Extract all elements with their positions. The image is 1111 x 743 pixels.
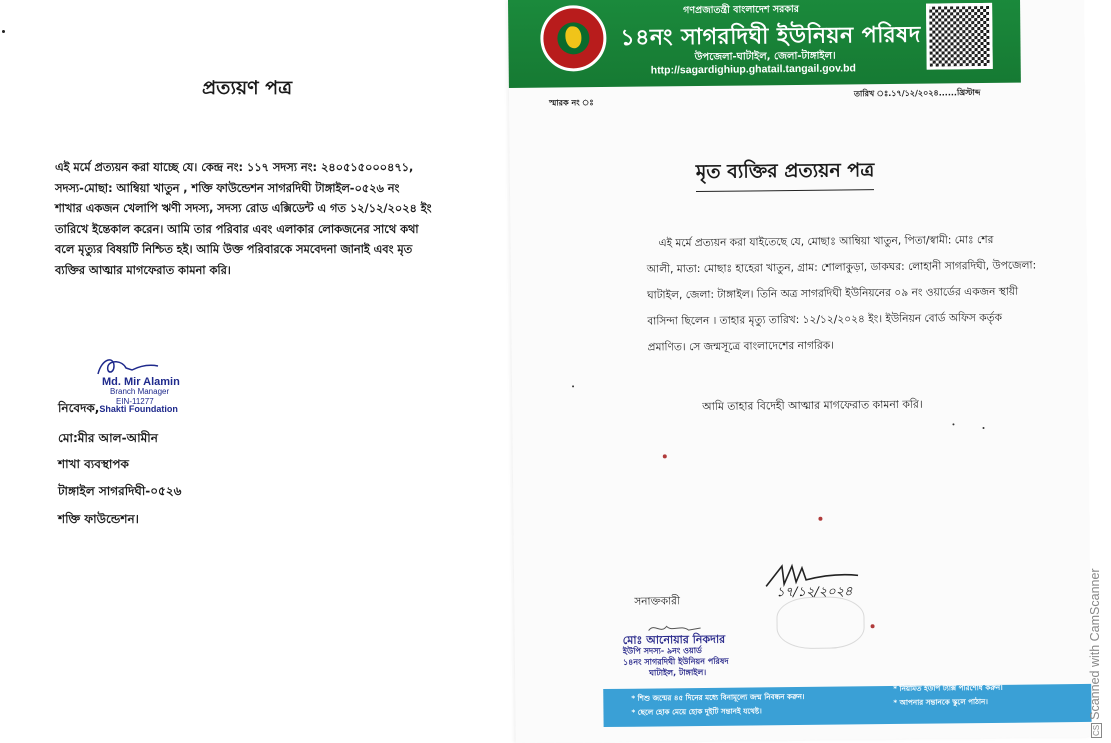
union-address: উপজেলা-ঘাটাইল, জেলা-টাঙ্গাইল। bbox=[694, 50, 836, 64]
qr-code-icon bbox=[926, 3, 993, 70]
body-line: এই মর্মে প্রত্যয়ন করা যাইতেছে যে, মোছাঃ আম্বিয়া খাতুন, পিতা/স্বামী: মোঃ শের bbox=[658, 233, 994, 250]
body-line: ব্যক্তির আত্মার মাগফেরাত কামনা করি। bbox=[55, 263, 231, 277]
speck bbox=[663, 454, 667, 458]
union-parishad-certificate bbox=[508, 0, 1092, 743]
certificate-body bbox=[646, 226, 1047, 360]
applicant-text: নিবেদক, bbox=[58, 401, 100, 415]
certificate-body bbox=[55, 158, 470, 281]
signature-date: ১৭/১২/২০২৪ bbox=[776, 584, 853, 601]
government-name: গণপ্রজাতন্ত্রী বাংলাদেশ সরকার bbox=[683, 3, 800, 17]
union-name: ১৪নং সাগরদিঘী ইউনিয়ন পরিষদ bbox=[620, 22, 921, 51]
body-line: ঘাটাইল, জেলা: টাঙ্গাইল। তিনি অত্র সাগরদিঘী ইউনিয়নের ০৯ নং ওয়ার্ডের একজন স্থায়ী bbox=[647, 285, 1019, 302]
identifier-label: সনাক্তকারী bbox=[634, 595, 680, 608]
body-line: সদস্য-মোছা: আম্বিয়া খাতুন , শক্তি ফাউন্ডেশন সাগরদিঘী টাঙ্গাইল-০৫২৬ নং bbox=[55, 181, 400, 195]
stamp-name: Md. Mir Alamin bbox=[102, 376, 180, 388]
signer-name: মো:মীর আল-আমীন bbox=[58, 431, 158, 445]
letterhead bbox=[508, 0, 1021, 88]
stamp-ein: EIN-11277 bbox=[116, 397, 154, 406]
footer-note: * আপনার সন্তানকে স্কুলে পাঠান। bbox=[893, 697, 988, 708]
footer-note: * শিশু জন্মের ৪৫ দিনের মধ্যে বিনামূল্যে জন্ম নিবন্ধন করুন। bbox=[631, 691, 805, 703]
speck bbox=[982, 427, 984, 429]
footer-banner bbox=[603, 684, 1091, 727]
stamp-org: Shakti Foundation bbox=[99, 404, 178, 414]
website-url: http://sagardighiup.ghatail.tangail.gov.bd bbox=[650, 62, 856, 77]
government-emblem-icon bbox=[540, 5, 607, 72]
member-stamp bbox=[623, 634, 729, 679]
stamp-role: Branch Manager bbox=[110, 387, 170, 396]
applicant-label bbox=[58, 400, 178, 420]
member-location: ঘাটাইল, টাঙ্গাইল। bbox=[649, 667, 707, 678]
certificate-title: মৃত ব্যক্তির প্রত্যয়ন পত্র bbox=[696, 156, 875, 192]
body-line: তারিখে ইন্তেকাল করেন। আমি তার পরিবার এবং এলাকার লোকজনের সাথে কথা bbox=[55, 222, 419, 236]
watermark-text: Scanned with CamScanner bbox=[1088, 568, 1102, 720]
shakti-certificate bbox=[0, 0, 520, 743]
issue-date: তারিখ ঃ.১৭/১২/২০২৪......খ্রিস্টাব্দ bbox=[853, 88, 981, 99]
body-line: এই মর্মে প্রত্যয়ন করা যাচ্ছে যে। কেন্দ্র নং: ১১৭ সদস্য নং: ২৪০৫১৫০০০৪৭১, bbox=[55, 161, 414, 174]
member-union: ১৪নং সাগরদিঘী ইউনিয়ন পরিষদ bbox=[622, 656, 729, 667]
member-name: মোঃ আনোয়ার নিকদার bbox=[622, 632, 726, 647]
body-line: প্রমাণিত। সে জন্মসূত্রে বাংলাদেশের নাগরিক। bbox=[647, 339, 835, 354]
speck bbox=[871, 624, 875, 628]
body-line: আলী, মাতা: মোছাঃ হাহেরা খাতুন, গ্রাম: শোলাকুড়া, ডাকঘর: লোহানী সাগরদিঘী, উপজেলা: bbox=[646, 259, 1037, 276]
speck bbox=[2, 30, 5, 33]
body-line: বলে মৃত্যুর বিষয়টি নিশ্চিত হই। আমি উক্ত পরিবারকে সমবেদনা জানাই এবং মৃত bbox=[55, 243, 413, 256]
signer-role: শাখা ব্যবস্থাপক bbox=[58, 457, 129, 471]
body-line: বাসিন্দা ছিলেন । তাহার মৃত্যু তারিখ: ১২/১২/২০২৪ ইং। ইউনিয়ন বোর্ড অফিস কর্তৃক bbox=[647, 311, 1003, 328]
memo-number: স্মারক নং ঃ bbox=[549, 98, 594, 108]
camscanner-logo-icon: CS bbox=[1092, 724, 1101, 736]
speck bbox=[952, 423, 954, 425]
speck bbox=[572, 385, 574, 387]
body-line: শাখার একজন খেলাপি ঋণী সদস্য, সদস্য রোড এক্সিডেন্ট এ গত ১২/১২/২০২৪ ইং bbox=[55, 202, 432, 215]
scanner-watermark bbox=[1088, 568, 1102, 738]
footer-note: * নিয়মিত ইউপি ট্যাক্স পরিশোধ করুন। bbox=[893, 682, 1003, 694]
signer-branch: টাঙ্গাইল সাগরদিঘী-০৫২৬ bbox=[58, 484, 182, 498]
speck bbox=[818, 517, 822, 521]
prayer-line: আমি তাহার বিদেহী আত্মার মাগফেরাত কামনা করি। bbox=[702, 397, 923, 413]
footer-note: * ছেলে হোক মেয়ে হোক দুইটি সন্তানই যথেষ্ট। bbox=[631, 706, 762, 717]
certificate-title: প্রত্যয়ণ পত্র bbox=[202, 77, 293, 99]
member-role: ইউপি সদস্য- ৯নং ওয়ার্ড bbox=[622, 646, 702, 656]
signer-org: শক্তি ফাউন্ডেশন। bbox=[58, 512, 139, 526]
faint-seal bbox=[776, 596, 865, 649]
